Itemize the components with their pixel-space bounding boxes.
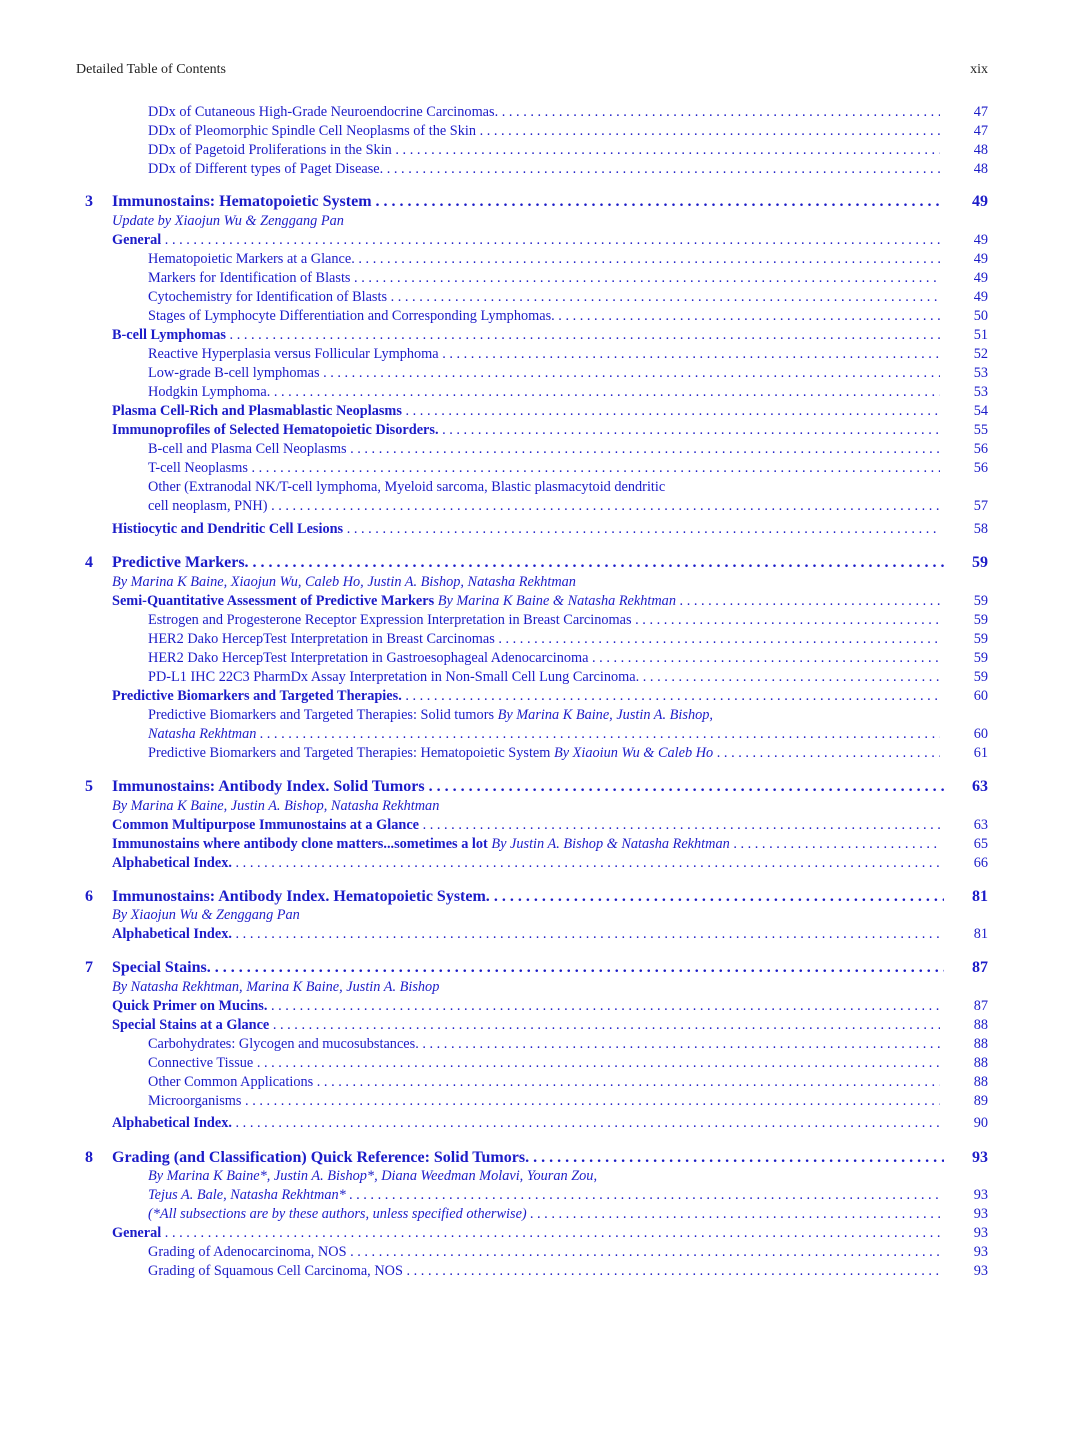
toc-page-number: 59 bbox=[973, 631, 988, 647]
toc-entry-text: Semi-Quantitative Assessment of Predictive Markers bbox=[112, 593, 435, 609]
toc-page-number: 52 bbox=[973, 346, 988, 362]
toc-entry-text: DDx of Pagetoid Proliferations in the Skin bbox=[148, 142, 392, 158]
toc-entry-title[interactable] bbox=[148, 1243, 940, 1262]
toc-entry-title[interactable] bbox=[112, 797, 940, 816]
toc-page-number: 53 bbox=[973, 384, 988, 400]
toc-entry[interactable] bbox=[0, 706, 1080, 725]
toc-page-number: 59 bbox=[972, 554, 988, 571]
toc-entry-text: cell neoplasm, PNH) bbox=[148, 498, 268, 514]
toc-page-number: 59 bbox=[973, 669, 988, 685]
toc-entry[interactable] bbox=[0, 1016, 1080, 1035]
toc-page-number: 59 bbox=[973, 593, 988, 609]
toc-entry-text: B-cell and Plasma Cell Neoplasms bbox=[148, 441, 347, 457]
toc-entry[interactable] bbox=[0, 687, 1080, 706]
toc-entry[interactable] bbox=[0, 668, 1080, 687]
toc-page-number: 49 bbox=[973, 289, 988, 305]
toc-page-number: 58 bbox=[973, 521, 988, 537]
toc-entry-text: Stages of Lymphocyte Differentiation and Corresponding Lymphomas. bbox=[148, 308, 555, 324]
toc-entry-title[interactable] bbox=[112, 1224, 940, 1243]
toc-entry-text: Predictive Biomarkers and Targeted Therapies: Hematopoietic System bbox=[148, 745, 551, 761]
toc-entry-text: Grading of Adenocarcinoma, NOS bbox=[148, 1244, 347, 1260]
toc-page-number: 93 bbox=[973, 1187, 988, 1203]
toc-entry[interactable] bbox=[0, 1167, 1080, 1186]
toc-page-number: 93 bbox=[973, 1225, 988, 1241]
toc-page-number: 81 bbox=[973, 926, 988, 942]
toc-page-number: 49 bbox=[972, 193, 988, 210]
toc-page-number: 53 bbox=[973, 365, 988, 381]
toc-entry-title[interactable] bbox=[148, 478, 940, 497]
toc-entry-text: B-cell Lymphomas bbox=[112, 327, 226, 343]
toc-entry[interactable] bbox=[0, 1224, 1080, 1243]
toc-entry-title[interactable] bbox=[148, 1262, 940, 1281]
toc-entry[interactable] bbox=[0, 611, 1080, 630]
toc-entry[interactable] bbox=[0, 478, 1080, 497]
toc-page-number: 65 bbox=[973, 836, 988, 852]
toc-chapter-entry[interactable] bbox=[0, 1148, 1080, 1167]
toc-entry[interactable] bbox=[0, 345, 1080, 364]
toc-page-number: 47 bbox=[973, 104, 988, 120]
toc-entry-text: Cytochemistry for Identification of Blasts bbox=[148, 289, 388, 305]
toc-entry-text: Quick Primer on Mucins. bbox=[112, 998, 268, 1014]
toc-entry[interactable] bbox=[0, 326, 1080, 345]
toc-entry-text: T-cell Neoplasms bbox=[148, 460, 248, 476]
toc-page-number: 93 bbox=[972, 1149, 988, 1166]
toc-entry[interactable] bbox=[0, 1186, 1080, 1205]
toc-entry-text: Predictive Markers. bbox=[112, 554, 249, 571]
toc-entry-title[interactable] bbox=[148, 160, 940, 179]
toc-entry-text: Special Stains. bbox=[112, 959, 211, 976]
toc-entry-title[interactable] bbox=[112, 887, 944, 907]
toc-entry[interactable] bbox=[0, 520, 1080, 539]
toc-entry-text: PD-L1 IHC 22C3 PharmDx Assay Interpretation in Non-Small Cell Lung Carcinoma. bbox=[148, 669, 640, 685]
toc-page-number: 93 bbox=[973, 1244, 988, 1260]
toc-entry-title[interactable] bbox=[112, 925, 940, 944]
toc-entry-title[interactable] bbox=[148, 250, 940, 269]
toc-page-number: 56 bbox=[973, 460, 988, 476]
toc-entry[interactable] bbox=[0, 421, 1080, 440]
toc-entry-text: Immunostains: Antibody Index. Hematopoietic System. bbox=[112, 888, 490, 905]
toc-entry-text: Alphabetical Index. bbox=[112, 1115, 232, 1131]
toc-entry-title[interactable] bbox=[148, 1167, 940, 1186]
toc-entry[interactable] bbox=[0, 383, 1080, 402]
toc-page-number: 54 bbox=[973, 403, 988, 419]
toc-entry-text: Hodgkin Lymphoma. bbox=[148, 384, 271, 400]
toc-entry-text: Estrogen and Progesterone Receptor Expression Interpretation in Breast Carcinomas bbox=[148, 612, 632, 628]
toc-entry-text: Reactive Hyperplasia versus Follicular Lymphoma bbox=[148, 346, 439, 362]
toc-entry[interactable] bbox=[0, 978, 1080, 997]
toc-entry-title[interactable] bbox=[112, 326, 940, 345]
toc-entry-text: HER2 Dako HercepTest Interpretation in Breast Carcinomas bbox=[148, 631, 495, 647]
toc-entry-text: Immunostains: Hematopoietic System bbox=[112, 193, 372, 210]
toc-entry-title[interactable] bbox=[112, 816, 940, 835]
toc-entry-text: Predictive Biomarkers and Targeted Therapies: Solid tumors bbox=[148, 707, 495, 723]
toc-entry-title[interactable] bbox=[112, 997, 940, 1016]
toc-entry[interactable] bbox=[0, 160, 1080, 179]
toc-page-number: 50 bbox=[973, 308, 988, 324]
toc-entry-title[interactable] bbox=[148, 440, 940, 459]
toc-entry-title[interactable] bbox=[112, 978, 940, 997]
toc-entry-title[interactable] bbox=[112, 687, 940, 706]
page-number: xix bbox=[970, 62, 988, 77]
toc-entry[interactable] bbox=[0, 212, 1080, 231]
toc-entry-text: DDx of Different types of Paget Disease. bbox=[148, 161, 384, 177]
toc-entry-text: Other Common Applications bbox=[148, 1074, 314, 1090]
toc-entry-authors: By Marina K Baine, Justin A. Bishop, bbox=[494, 707, 713, 723]
toc-page-number: 89 bbox=[973, 1093, 988, 1109]
toc-page-number: 47 bbox=[973, 123, 988, 139]
toc-entry[interactable] bbox=[0, 573, 1080, 592]
toc-entry-title[interactable] bbox=[148, 383, 940, 402]
toc-entry-authors: By Justin A. Bishop & Natasha Rekhtman bbox=[487, 836, 730, 852]
toc-entry-title[interactable] bbox=[112, 573, 940, 592]
toc-entry-text: Immunoprofiles of Selected Hematopoietic Disorders. bbox=[112, 422, 439, 438]
toc-entry-title[interactable] bbox=[148, 744, 940, 763]
toc-chapter-entry[interactable] bbox=[0, 192, 1080, 211]
toc-entry[interactable] bbox=[0, 925, 1080, 944]
toc-entry-text: DDx of Pleomorphic Spindle Cell Neoplasms of the Skin bbox=[148, 123, 477, 139]
toc-entry-title[interactable] bbox=[112, 906, 940, 925]
toc-entry-text: Update by Xiaojun Wu & Zenggang Pan bbox=[112, 213, 344, 229]
toc-entry[interactable] bbox=[0, 250, 1080, 269]
toc-entry-text: DDx of Cutaneous High-Grade Neuroendocrine Carcinomas. bbox=[148, 104, 499, 120]
toc-entry[interactable] bbox=[0, 835, 1080, 854]
toc-entry-title[interactable] bbox=[148, 1205, 940, 1224]
running-header-title: Detailed Table of Contents bbox=[76, 62, 227, 77]
toc-entry[interactable] bbox=[0, 744, 1080, 763]
toc-entry[interactable] bbox=[0, 459, 1080, 478]
toc-entry-title[interactable] bbox=[112, 231, 940, 250]
toc-entry-text: General bbox=[112, 1225, 162, 1241]
toc-entry-text: Alphabetical Index. bbox=[112, 855, 232, 871]
toc-entry-text: HER2 Dako HercepTest Interpretation in Gastroesophageal Adenocarcinoma bbox=[148, 650, 589, 666]
toc-entry[interactable] bbox=[0, 269, 1080, 288]
toc-page-number: 56 bbox=[973, 441, 988, 457]
chapter-number: 8 bbox=[85, 1149, 93, 1166]
toc-entry-text: By Marina K Baine*, Justin A. Bishop*, Diana Weedman Molavi, Youran Zou, bbox=[148, 1168, 598, 1184]
toc-entry-title[interactable] bbox=[112, 421, 940, 440]
toc-entry[interactable] bbox=[0, 1262, 1080, 1281]
toc-entry[interactable] bbox=[0, 103, 1080, 122]
toc-page-number: 48 bbox=[973, 161, 988, 177]
toc-entry[interactable] bbox=[0, 122, 1080, 141]
toc-entry-text: Microorganisms bbox=[148, 1093, 242, 1109]
toc-entry[interactable] bbox=[0, 307, 1080, 326]
toc-entry[interactable] bbox=[0, 1073, 1080, 1092]
toc-entry-text: Other (Extranodal NK/T-cell lymphoma, Myeloid sarcoma, Blastic plasmacytoid dendritic bbox=[148, 479, 666, 495]
toc-chapter-entry[interactable] bbox=[0, 887, 1080, 906]
toc-entry-text: Special Stains at a Glance bbox=[112, 1017, 270, 1033]
toc-entry[interactable] bbox=[0, 725, 1080, 744]
toc-page-number: 60 bbox=[973, 688, 988, 704]
toc-page-number: 49 bbox=[973, 232, 988, 248]
toc-page-number: 49 bbox=[973, 251, 988, 267]
toc-entry-text: By Xiaojun Wu & Zenggang Pan bbox=[112, 907, 300, 923]
toc-entry[interactable] bbox=[0, 649, 1080, 668]
toc-entry[interactable] bbox=[0, 1035, 1080, 1054]
toc-entry-text: Tejus A. Bale, Natasha Rekhtman* bbox=[148, 1187, 346, 1203]
toc-page-number: 93 bbox=[973, 1206, 988, 1222]
toc-page-number: 61 bbox=[973, 745, 988, 761]
toc-page-number: 57 bbox=[973, 498, 988, 514]
toc-page-number: 59 bbox=[973, 650, 988, 666]
toc-entry-title[interactable] bbox=[112, 835, 940, 854]
toc-entry-text: Immunostains: Antibody Index. Solid Tumors bbox=[112, 778, 425, 795]
toc-entry-title[interactable] bbox=[148, 1092, 940, 1111]
toc-entry[interactable] bbox=[0, 1114, 1080, 1133]
toc-entry-title[interactable] bbox=[112, 212, 940, 231]
toc-page-number: 93 bbox=[973, 1263, 988, 1279]
toc-entry-title[interactable] bbox=[148, 1035, 940, 1054]
toc-entry-text: Grading of Squamous Cell Carcinoma, NOS bbox=[148, 1263, 403, 1279]
toc-entry-title[interactable] bbox=[148, 141, 940, 160]
toc-chapter-entry[interactable] bbox=[0, 553, 1080, 572]
toc-page-number: 49 bbox=[973, 270, 988, 286]
toc-entry[interactable] bbox=[0, 854, 1080, 873]
toc-entry-text: Predictive Biomarkers and Targeted Therapies. bbox=[112, 688, 402, 704]
toc-entry-authors: By Xiaoiun Wu & Caleb Ho bbox=[550, 745, 714, 761]
toc-entry-text: Alphabetical Index. bbox=[112, 926, 232, 942]
toc-entry-title[interactable] bbox=[112, 402, 940, 421]
toc-page-number: 87 bbox=[972, 959, 988, 976]
toc-page-number: 81 bbox=[972, 888, 988, 905]
toc-entry-text: Carbohydrates: Glycogen and mucosubstances. bbox=[148, 1036, 419, 1052]
toc-page-number: 63 bbox=[972, 778, 988, 795]
toc-entry[interactable] bbox=[0, 402, 1080, 421]
toc-entry-title[interactable] bbox=[148, 269, 940, 288]
toc-entry[interactable] bbox=[0, 364, 1080, 383]
toc-entry-title[interactable] bbox=[148, 122, 940, 141]
toc-entry-title[interactable] bbox=[112, 854, 940, 873]
toc-entry[interactable] bbox=[0, 630, 1080, 649]
toc-entry-title[interactable] bbox=[148, 345, 940, 364]
toc-page-number: 88 bbox=[973, 1074, 988, 1090]
toc-entry-text: Natasha Rekhtman bbox=[148, 726, 257, 742]
toc-entry-text: Hematopoietic Markers at a Glance. bbox=[148, 251, 355, 267]
toc-page-number: 88 bbox=[973, 1017, 988, 1033]
toc-entry[interactable] bbox=[0, 1205, 1080, 1224]
toc-entry-title[interactable] bbox=[112, 1114, 940, 1133]
toc-entry-text: Connective Tissue bbox=[148, 1055, 254, 1071]
toc-entry-title[interactable] bbox=[148, 364, 940, 383]
toc-entry-title[interactable] bbox=[148, 1186, 940, 1205]
toc-page-number: 55 bbox=[973, 422, 988, 438]
toc-entry-text: Plasma Cell-Rich and Plasmablastic Neoplasms bbox=[112, 403, 402, 419]
toc-entry-title[interactable] bbox=[148, 307, 940, 326]
toc-entry[interactable] bbox=[0, 906, 1080, 925]
toc-entry[interactable] bbox=[0, 1054, 1080, 1073]
toc-page-number: 60 bbox=[973, 726, 988, 742]
toc-entry[interactable] bbox=[0, 816, 1080, 835]
toc-entry-text: Low-grade B-cell lymphomas bbox=[148, 365, 320, 381]
chapter-number: 5 bbox=[85, 778, 93, 795]
toc-entry[interactable] bbox=[0, 231, 1080, 250]
toc-chapter-entry[interactable] bbox=[0, 777, 1080, 796]
toc-entry-title[interactable] bbox=[112, 1016, 940, 1035]
toc-page-number: 59 bbox=[973, 612, 988, 628]
toc-entry-text: Common Multipurpose Immunostains at a Glance bbox=[112, 817, 420, 833]
toc-entry-title[interactable] bbox=[112, 520, 940, 539]
chapter-number: 7 bbox=[85, 959, 93, 976]
toc-page-number: 90 bbox=[973, 1115, 988, 1131]
toc-entry-title[interactable] bbox=[148, 288, 940, 307]
toc-entry[interactable] bbox=[0, 497, 1080, 516]
toc-entry-title[interactable] bbox=[148, 706, 940, 725]
toc-entry-text: By Natasha Rekhtman, Marina K Baine, Justin A. Bishop bbox=[112, 979, 440, 995]
toc-entry-title[interactable] bbox=[148, 497, 940, 516]
toc-entry-title[interactable] bbox=[112, 192, 944, 212]
toc-entry-title[interactable] bbox=[148, 103, 940, 122]
toc-entry[interactable] bbox=[0, 797, 1080, 816]
chapter-number: 3 bbox=[85, 193, 93, 210]
toc-entry-title[interactable] bbox=[112, 1148, 944, 1168]
toc-entry-text: Markers for Identification of Blasts bbox=[148, 270, 351, 286]
toc-entry[interactable] bbox=[0, 440, 1080, 459]
toc-entry-title[interactable] bbox=[112, 958, 944, 978]
toc-entry-text: By Marina K Baine, Justin A. Bishop, Natasha Rekhtman bbox=[112, 798, 440, 814]
toc-page-number: 63 bbox=[973, 817, 988, 833]
toc-entry[interactable] bbox=[0, 592, 1080, 611]
toc-chapter-entry[interactable] bbox=[0, 958, 1080, 977]
toc-page-number: 48 bbox=[973, 142, 988, 158]
toc-entry-title[interactable] bbox=[148, 630, 940, 649]
toc-entry-title[interactable] bbox=[112, 553, 944, 573]
toc-entry-title[interactable] bbox=[112, 592, 940, 611]
toc-entry-title[interactable] bbox=[148, 459, 940, 478]
toc-page-number: 87 bbox=[973, 998, 988, 1014]
toc-entry-title[interactable] bbox=[148, 668, 940, 687]
toc-entry-text: General bbox=[112, 232, 162, 248]
toc-entry[interactable] bbox=[0, 997, 1080, 1016]
toc-entry-text: Immunostains where antibody clone matters...sometimes a lot bbox=[112, 836, 488, 852]
toc-entry-text: Histiocytic and Dendritic Cell Lesions bbox=[112, 521, 344, 537]
toc-entry-title[interactable] bbox=[148, 649, 940, 668]
toc-entry-authors: By Marina K Baine & Natasha Rekhtman bbox=[434, 593, 676, 609]
toc-entry-title[interactable] bbox=[148, 611, 940, 630]
toc-page-number: 88 bbox=[973, 1036, 988, 1052]
toc-entry-text: By Marina K Baine, Xiaojun Wu, Caleb Ho, Justin A. Bishop, Natasha Rekhtman bbox=[112, 574, 576, 590]
toc-entry[interactable] bbox=[0, 1092, 1080, 1111]
toc-entry-text: Grading (and Classification) Quick Reference: Solid Tumors. bbox=[112, 1149, 530, 1166]
toc-page-number: 51 bbox=[973, 327, 988, 343]
toc-entry-title[interactable] bbox=[112, 777, 944, 797]
toc-entry[interactable] bbox=[0, 288, 1080, 307]
toc-entry[interactable] bbox=[0, 1243, 1080, 1262]
toc-entry-text: (*All subsections are by these authors, unless specified otherwise) bbox=[148, 1206, 527, 1222]
toc-entry-title[interactable] bbox=[148, 725, 940, 744]
toc-page-number: 88 bbox=[973, 1055, 988, 1071]
toc-entry-title[interactable] bbox=[148, 1073, 940, 1092]
toc-entry[interactable] bbox=[0, 141, 1080, 160]
chapter-number: 4 bbox=[85, 554, 93, 571]
toc-entry-title[interactable] bbox=[148, 1054, 940, 1073]
toc-page-number: 66 bbox=[973, 855, 988, 871]
chapter-number: 6 bbox=[85, 888, 93, 905]
